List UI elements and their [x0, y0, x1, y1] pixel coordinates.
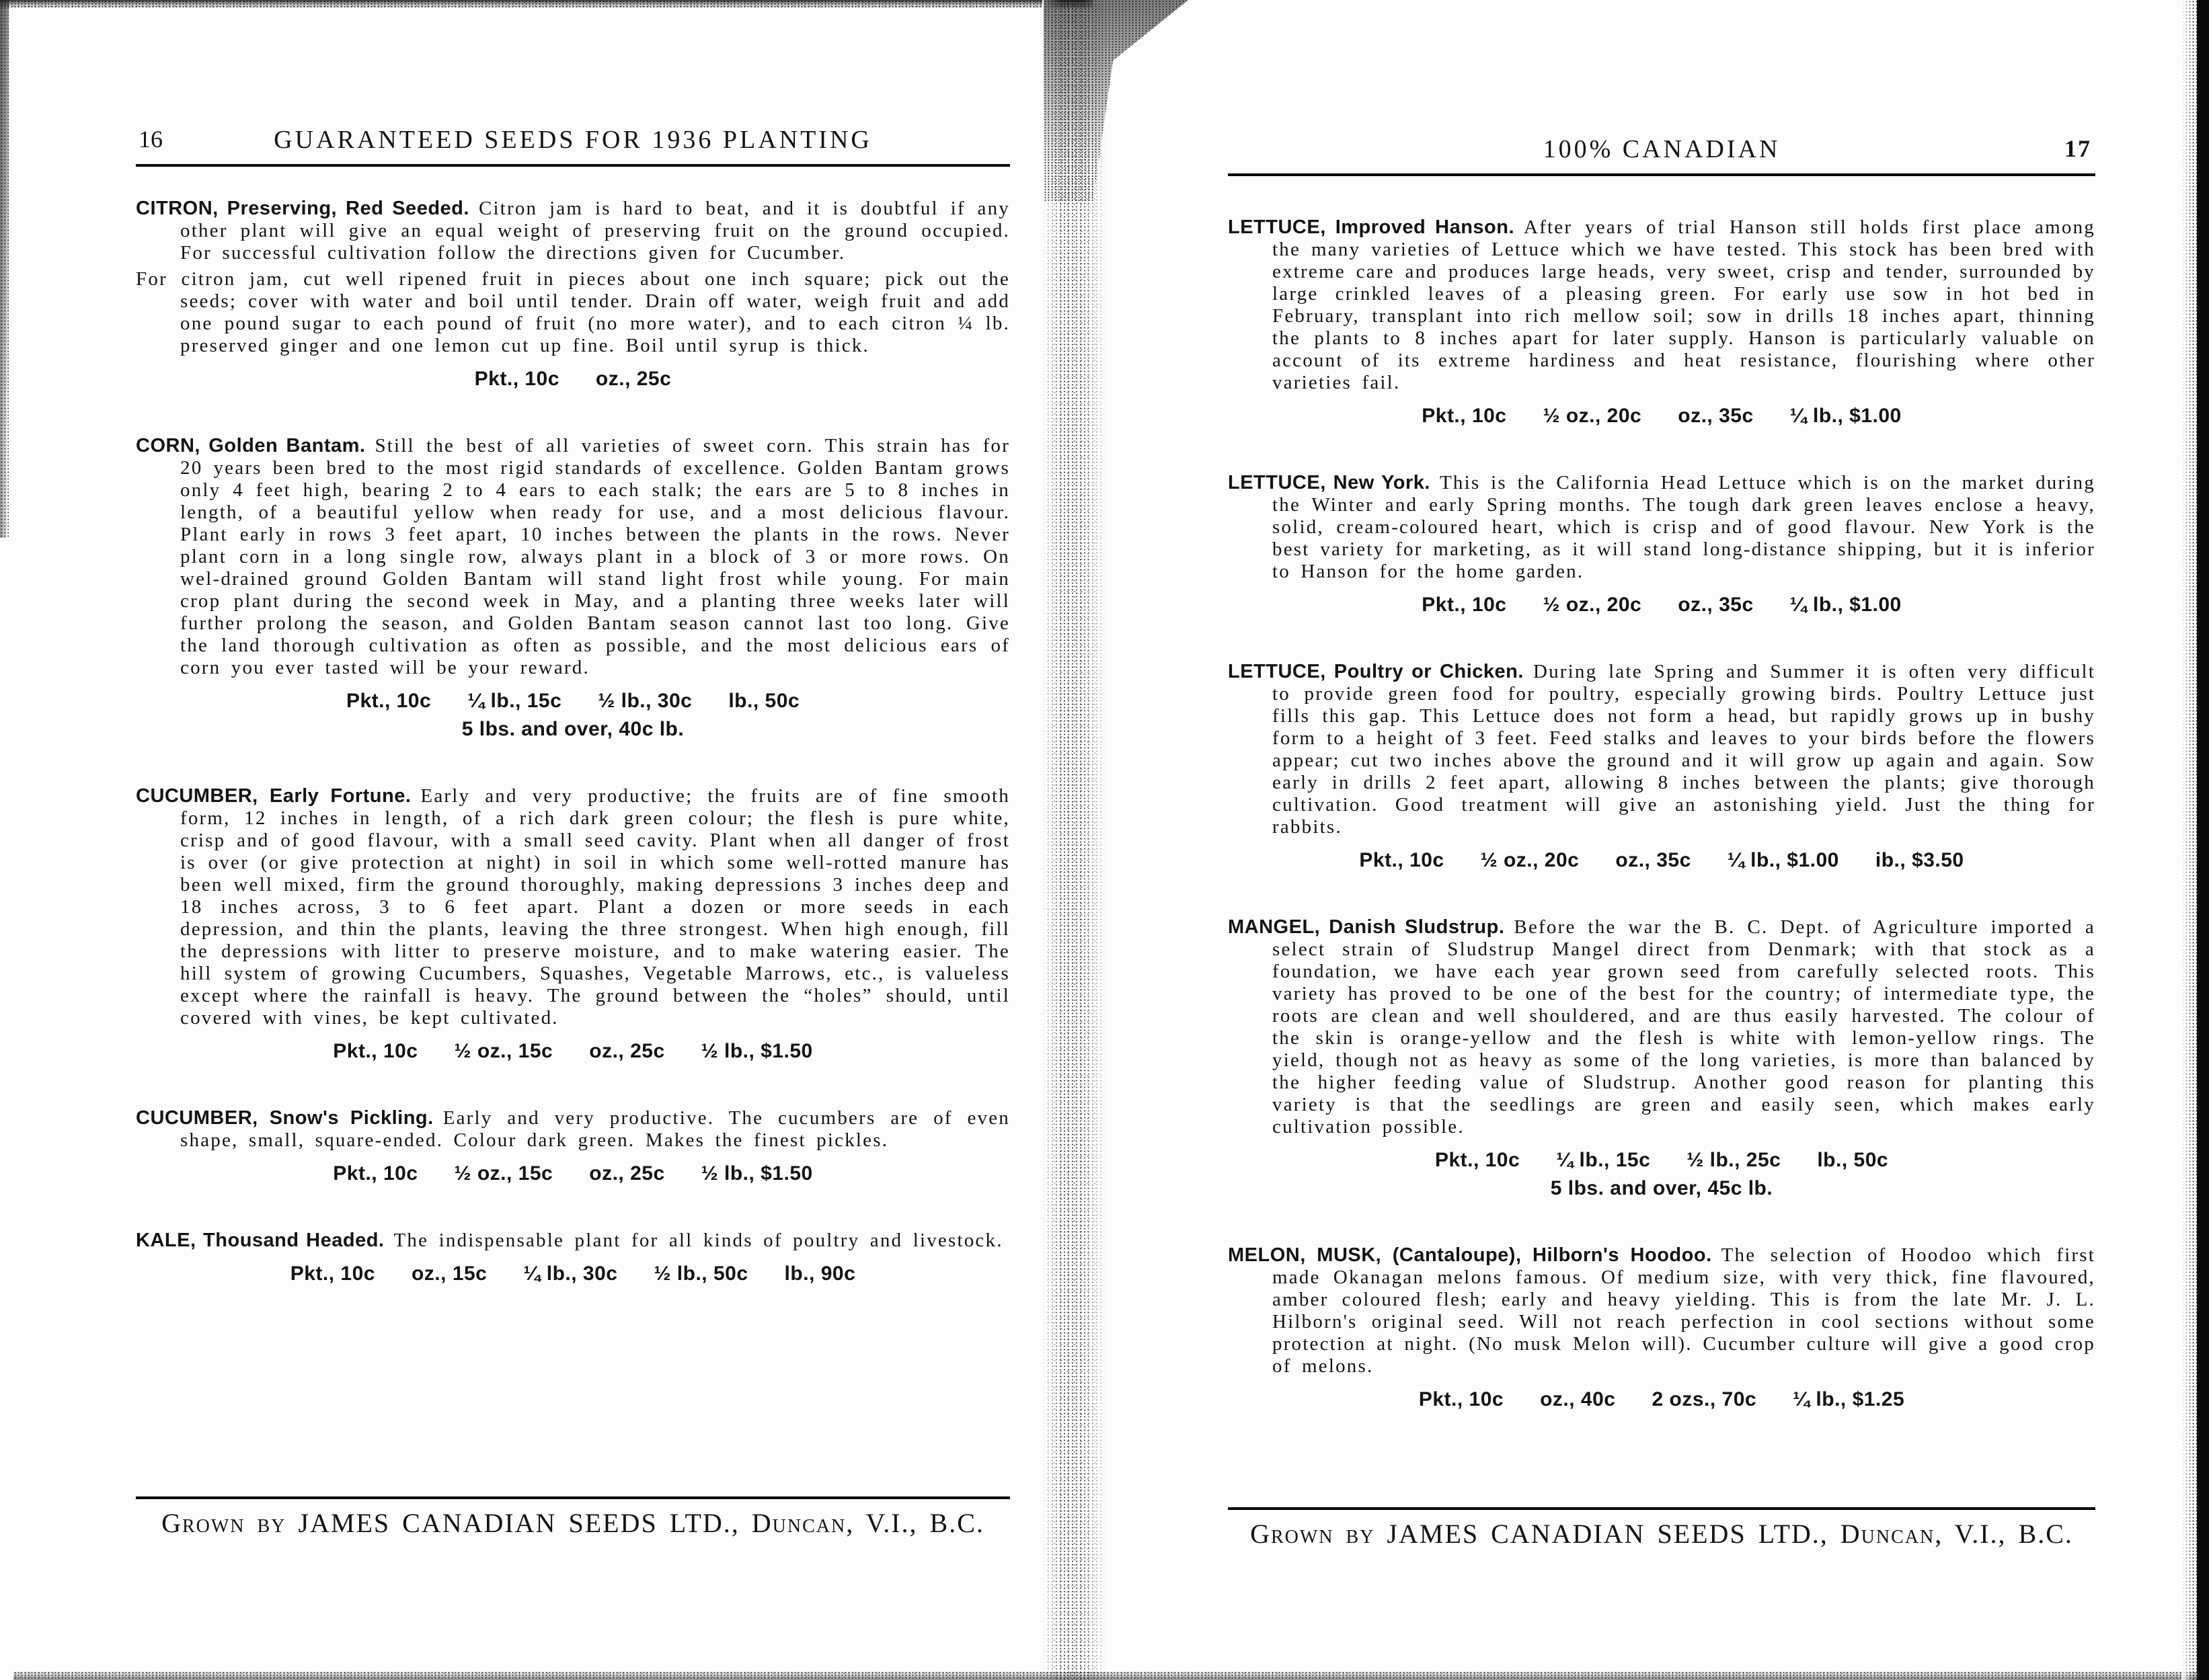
- page-header-left: [136, 125, 1010, 157]
- catalog-entry: [1228, 472, 2095, 616]
- entry-heading: MELON, MUSK, (Cantaloupe), Hilborn's Hoodoo.: [1228, 1244, 1712, 1266]
- price-item: Pkt., 10c: [333, 1162, 418, 1185]
- price-line: [1228, 849, 2095, 872]
- catalog-entry: [136, 1107, 1010, 1185]
- price-item: ¼ lb., 30c: [523, 1263, 618, 1285]
- entry-heading: CORN, Golden Bantam.: [136, 435, 366, 456]
- price-item: ½ oz., 20c: [1543, 594, 1642, 616]
- page-gutter-shadow: [1042, 0, 1107, 1680]
- price-item: oz., 25c: [589, 1162, 665, 1185]
- price-item: 5 lbs. and over, 40c lb.: [461, 718, 685, 740]
- price-item: ib., $3.50: [1875, 849, 1964, 871]
- scan-edge-top: [0, 0, 1093, 9]
- price-item: ½ oz., 15c: [454, 1040, 553, 1062]
- price-item: ¼ lb., $1.00: [1789, 594, 1902, 616]
- catalog-entry: [136, 1230, 1010, 1285]
- price-item: Pkt., 10c: [333, 1040, 418, 1062]
- catalog-entry: [1228, 661, 2095, 872]
- price-item: oz., 25c: [595, 368, 672, 390]
- price-item: Pkt., 10c: [1418, 1388, 1504, 1410]
- footer-rule-left: [136, 1496, 1010, 1499]
- price-item: ½ lb., 30c: [598, 690, 693, 712]
- price-item: oz., 35c: [1678, 594, 1754, 616]
- scan-edge-right-fringe: [2181, 0, 2197, 1680]
- price-line: [1228, 1388, 2095, 1411]
- entry-lead-paragraph: CUCUMBER, Early Fortune. Early and very productive; the fruits are of fine smooth form, 12 inches in length, of a rich dark green colour; the flesh is pure white, crisp and of good flavour, with a small seed cavity. Plant when all danger of frost is over (or give protection at night) in soil in which some well-rotted manure has been well mixed, firm the ground thoroughly, making depressions 3 inches deep and 18 inches across, 3 to 6 feet apart. Plant a dozen or more seeds in each depression, and thin the plants, leaving the three strongest. When high enough, fill the depressions with litter to preserve moisture, and to make watering easier. The hill system of growing Cucumbers, Squashes, Vegetable Marrows, etc., is valueless except where the rainfall is heavy. The ground between the “holes” should, until covered with vines, be kept cultivated.: [136, 785, 1010, 1029]
- price-item: ½ lb., $1.50: [701, 1162, 813, 1185]
- entry-heading: CITRON, Preserving, Red Seeded.: [136, 198, 469, 219]
- price-item: ½ oz., 20c: [1480, 849, 1580, 871]
- header-rule-left: [136, 164, 1010, 167]
- footer-text-right: Grown by JAMES CANADIAN SEEDS LTD., Duncan, V.I., B.C.: [1250, 1519, 2073, 1549]
- price-line: [136, 718, 1010, 741]
- price-line: [136, 690, 1010, 713]
- price-line: [1228, 405, 2095, 428]
- price-item: Pkt., 10c: [346, 690, 432, 712]
- price-item: ½ oz., 15c: [454, 1162, 553, 1185]
- scan-edge-bottom: [13, 1671, 2209, 1680]
- entry-lead-paragraph: KALE, Thousand Headed. The indispensable plant for all kinds of poultry and livestock.: [136, 1230, 1003, 1251]
- catalog-entry: [1228, 916, 2095, 1200]
- price-item: 2 ozs., 70c: [1652, 1388, 1757, 1410]
- page-number-right: 17: [2064, 135, 2091, 162]
- page-17: [1228, 134, 2095, 1455]
- price-item: lb., 90c: [784, 1263, 856, 1285]
- price-item: ¼ lb., $1.00: [1727, 849, 1839, 871]
- entry-heading: CUCUMBER, Early Fortune.: [136, 785, 412, 807]
- price-item: ½ oz., 20c: [1543, 405, 1642, 427]
- price-line: [136, 1162, 1010, 1185]
- price-item: Pkt., 10c: [290, 1263, 375, 1285]
- price-item: ¼ lb., 15c: [1556, 1149, 1651, 1171]
- entry-lead-paragraph: LETTUCE, Poultry or Chicken. During late Spring and Summer it is often very difficult to provide green food for poultry, especially growing birds. Poultry Lettuce just fills this gap. This Lettuce does not form a head, but rapidly grows up in bushy form to a height of 3 feet. Feed stalks and leaves to your birds before the flowers appear; cut two inches above the ground and it will grow up again and again. Sow early in drills 2 feet apart, allowing 8 inches between the plants; give thorough cultivation. Good treatment will give an astonishing yield. Just the thing for rabbits.: [1228, 661, 2095, 838]
- price-item: Pkt., 10c: [474, 368, 559, 390]
- price-line: [136, 368, 1010, 391]
- price-item: ½ lb., 50c: [654, 1263, 748, 1285]
- entry-heading: CUCUMBER, Snow's Pickling.: [136, 1107, 434, 1129]
- catalog-entry: [136, 785, 1010, 1063]
- price-item: Pkt., 10c: [1434, 1149, 1520, 1171]
- catalog-entry: [136, 435, 1010, 741]
- price-item: oz., 40c: [1540, 1388, 1616, 1410]
- scan-edge-right-black: [2197, 0, 2209, 1680]
- entry-lead-paragraph: CITRON, Preserving, Red Seeded. Citron jam is hard to beat, and it is doubtful if any other plant will give an equal weight of preserving fruit on the ground occupied. For successful cultivation follow the directions given for Cucumber.: [136, 198, 1010, 264]
- catalog-entry: [1228, 1244, 2095, 1411]
- entry-lead-paragraph: CORN, Golden Bantam. Still the best of all varieties of sweet corn. This strain has for 20 years been bred to the most rigid standards of excellence. Golden Bantam grows only 4 feet high, bearing 2 to 4 ears to each stalk; the ears are 5 to 8 inches in length, of a beautiful yellow when ready for use, and a most delicious flavour. Plant early in rows 3 feet apart, 10 inches between the plants in the rows. Never plant corn in a long single row, always plant in a block of 3 or more rows. On wel-drained ground Golden Bantam will stand light frost while young. For main crop plant during the second week in May, and a planting three weeks later will further prolong the season, and Golden Bantam season cannot last too long. Give the land thorough cultivation as often as possible, and the most delicious ears of corn you ever tasted will be your reward.: [136, 435, 1010, 678]
- page-fold-curve: [1044, 0, 1188, 202]
- price-item: ¼ lb., $1.00: [1789, 405, 1902, 427]
- footer-text-left: Grown by JAMES CANADIAN SEEDS LTD., Duncan, V.I., B.C.: [161, 1508, 984, 1538]
- entry-lead-paragraph: CUCUMBER, Snow's Pickling. Early and very productive. The cucumbers are of even shape, small, square-ended. Colour dark green. Makes the finest pickles.: [136, 1107, 1010, 1151]
- catalog-entry: [136, 198, 1010, 391]
- entry-lead-paragraph: LETTUCE, Improved Hanson. After years of trial Hanson still holds first place among the many varieties of Lettuce which we have tested. This stock has been bred with extreme care and produces large heads, very sweet, crisp and tender, surrounded by large crinkled leaves of a pleasing green. For early use sow in hot bed in February, transplant into rich mellow soil; sow in drills 18 inches apart, thinning the plants to 8 inches apart for later supply. Hanson is particularly valuable on account of its extreme hardiness and heat resistance, flourishing where other varieties fail.: [1228, 216, 2095, 393]
- price-line: [1228, 1149, 2095, 1172]
- entry-lead-paragraph: LETTUCE, New York. This is the California Head Lettuce which is on the market during the Winter and early Spring months. The tough dark green leaves enclose a heavy, solid, cream-coloured heart, which is crisp and of good flavour. New York is the best variety for marketing, as it will stand long-distance shipping, but it is inferior to Hanson for the home garden.: [1228, 472, 2095, 582]
- page-number-left: 16: [139, 126, 163, 153]
- price-line: [136, 1040, 1010, 1063]
- entry-lead-paragraph: MELON, MUSK, (Cantaloupe), Hilborn's Hoodoo. The selection of Hoodoo which first made Okanagan melons famous. Of medium size, with very thick, fine flavoured, amber coloured flesh; early and heavy yielding. This is from the late Mr. J. L. Hilborn's original seed. Will not reach perfection in cool sections without some protection at night. (No musk Melon will). Cucumber culture will give a good crop of melons.: [1228, 1244, 2096, 1377]
- footer-left: [136, 1496, 1010, 1539]
- price-line: [1228, 594, 2095, 616]
- price-item: ½ lb., $1.50: [701, 1040, 813, 1062]
- price-line: [1228, 1177, 2095, 1200]
- price-item: ¼ lb., 15c: [467, 690, 562, 712]
- entry-heading: LETTUCE, Improved Hanson.: [1228, 216, 1515, 238]
- catalog-entry: [1228, 216, 2095, 428]
- price-item: Pkt., 10c: [1359, 849, 1444, 871]
- entry-paragraph: For citron jam, cut well ripened fruit in pieces about one inch square; pick out the seeds; cover with water and boil until tender. Drain off water, weigh fruit and add one pound sugar to each pound of fruit (no more water), and to each citron ¼ lb. preserved ginger and one lemon cut up fine. Boil until syrup is thick.: [136, 268, 1010, 356]
- price-item: Pkt., 10c: [1422, 594, 1507, 616]
- price-item: 5 lbs. and over, 45c lb.: [1550, 1177, 1773, 1199]
- entry-heading: MANGEL, Danish Sludstrup.: [1228, 916, 1505, 938]
- entry-heading: LETTUCE, Poultry or Chicken.: [1228, 661, 1524, 682]
- price-item: ½ lb., 25c: [1687, 1149, 1781, 1171]
- entry-list-left: [136, 198, 1010, 1285]
- price-item: oz., 15c: [411, 1263, 488, 1285]
- page-title-right: 100% CANADIAN: [1543, 135, 1781, 163]
- price-line: [136, 1263, 1010, 1285]
- price-item: lb., 50c: [728, 690, 800, 712]
- price-item: oz., 25c: [589, 1040, 665, 1062]
- price-item: lb., 50c: [1817, 1149, 1889, 1171]
- footer-rule-right: [1228, 1507, 2095, 1510]
- price-item: ¼ lb., $1.25: [1793, 1388, 1905, 1410]
- page-header-right: [1228, 134, 2095, 167]
- page-16: [136, 125, 1010, 1330]
- price-item: oz., 35c: [1615, 849, 1691, 871]
- page-title-left: GUARANTEED SEEDS FOR 1936 PLANTING: [274, 126, 872, 154]
- entry-heading: LETTUCE, New York.: [1228, 472, 1430, 493]
- price-item: oz., 35c: [1678, 405, 1754, 427]
- footer-right: [1228, 1507, 2095, 1550]
- scan-edge-left: [0, 0, 9, 538]
- entry-heading: KALE, Thousand Headed.: [136, 1230, 385, 1251]
- header-rule-right: [1228, 173, 2095, 176]
- entry-lead-paragraph: MANGEL, Danish Sludstrup. Before the war the B. C. Dept. of Agriculture imported a select strain of Sludstrup Mangel direct from Denmark; with that stock as a foundation, we have each year grown seed from carefully selected roots. This variety has proved to be one of the best for the country; of intermediate type, the roots are clean and well shouldered, and are thus easily harvested. The colour of the skin is orange-yellow and the flesh is white with lemon-yellow rings. The yield, though not as heavy as some of the long varieties, is more than balanced by the higher feeding value of Sludstrup. Another good reason for planting this variety is that the seedlings are green and easily seen, which makes early cultivation possible.: [1228, 916, 2095, 1137]
- price-item: Pkt., 10c: [1422, 405, 1507, 427]
- entry-list-right: [1228, 216, 2095, 1411]
